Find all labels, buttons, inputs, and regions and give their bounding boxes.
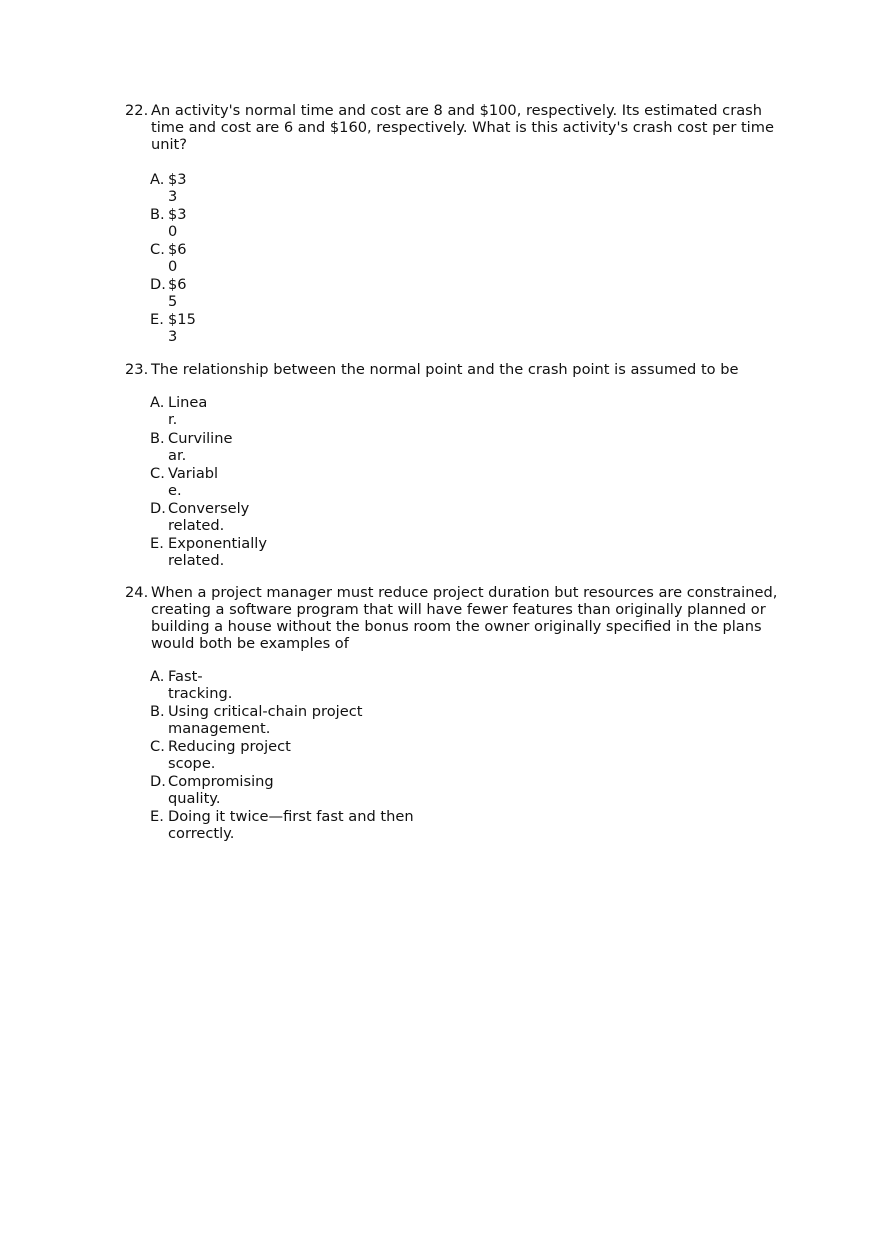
option-letter: B. (150, 430, 165, 447)
option-text: $65 (168, 276, 187, 310)
question-stem (125, 361, 785, 378)
option-text: Reducing project scope. (168, 738, 291, 772)
option-text: Linear. (168, 394, 208, 428)
option-text: Doing it twice—first fast and then correctly. (168, 808, 414, 842)
option-text: Compromising quality. (168, 773, 274, 807)
answer-option-e[interactable] (150, 535, 268, 569)
answer-option-c[interactable] (150, 465, 220, 499)
option-text: Fast-tracking. (168, 668, 233, 702)
option-letter: B. (150, 206, 165, 223)
answer-option-e[interactable] (150, 808, 416, 842)
answer-option-b[interactable] (150, 206, 188, 240)
answer-option-d[interactable] (150, 276, 188, 310)
answer-option-d[interactable] (150, 500, 253, 534)
option-text: $153 (168, 311, 196, 345)
question-22 (125, 102, 785, 345)
answer-option-b[interactable] (150, 703, 368, 737)
answer-option-a[interactable] (150, 171, 188, 205)
option-letter: E. (150, 311, 164, 328)
question-24 (125, 584, 785, 842)
option-letter: E. (150, 808, 164, 825)
question-text: An activity's normal time and cost are 8 and $100, respectively. Its estimated crash time and cost are 6 and $160, respectively. What is this activity's crash cost per time unit? (151, 102, 774, 153)
option-letter: A. (150, 394, 165, 411)
question-number: 22. (125, 102, 149, 119)
option-text: $60 (168, 241, 187, 275)
answer-option-d[interactable] (150, 773, 280, 807)
option-letter: E. (150, 535, 164, 552)
answer-option-c[interactable] (150, 738, 298, 772)
answer-option-a[interactable] (150, 394, 208, 428)
option-letter: C. (150, 241, 165, 258)
option-letter: C. (150, 465, 165, 482)
option-letter: D. (150, 773, 166, 790)
option-text: Conversely related. (168, 500, 250, 534)
question-23 (125, 361, 785, 569)
question-number: 24. (125, 584, 149, 601)
option-letter: A. (150, 171, 165, 188)
option-text: Using critical-chain project management. (168, 703, 363, 737)
question-number: 23. (125, 361, 149, 378)
answer-option-b[interactable] (150, 430, 241, 464)
option-letter: C. (150, 738, 165, 755)
question-stem (125, 102, 785, 153)
question-stem (125, 584, 785, 652)
option-letter: D. (150, 276, 166, 293)
option-text: Variable. (168, 465, 219, 499)
option-letter: D. (150, 500, 166, 517)
answer-option-a[interactable] (150, 668, 238, 702)
option-text: $30 (168, 206, 187, 240)
question-text: The relationship between the normal point and the crash point is assumed to be (151, 361, 739, 378)
question-text: When a project manager must reduce project duration but resources are constrained, creating a software program that will have fewer features than originally planned or building a house without the bonus room the owner originally specified in the plans would both be examples of (151, 584, 778, 652)
answer-option-e[interactable] (150, 311, 197, 345)
answer-option-c[interactable] (150, 241, 188, 275)
option-letter: B. (150, 703, 165, 720)
option-text: $33 (168, 171, 187, 205)
option-letter: A. (150, 668, 165, 685)
option-text: Exponentially related. (168, 535, 267, 569)
option-text: Curvilinear. (168, 430, 233, 464)
